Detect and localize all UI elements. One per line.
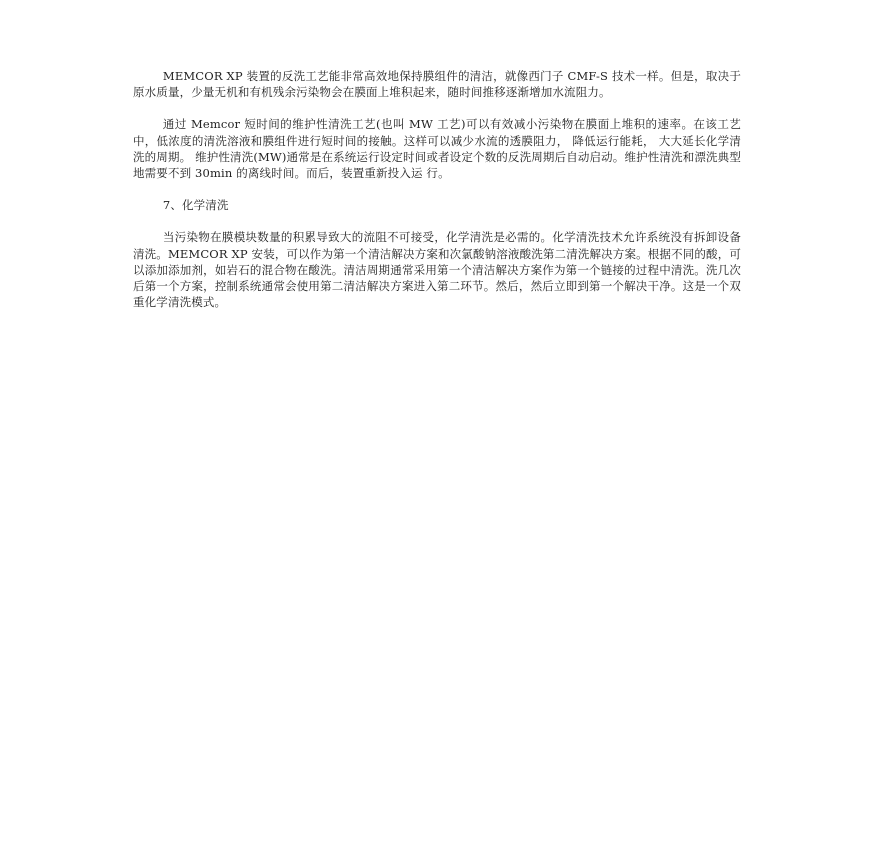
- section-heading-chemical-cleaning: 7、化学清洗: [162, 198, 229, 213]
- document-body: [133, 68, 741, 326]
- paragraph-chemical-cleaning: 当污染物在膜模块数量的积累导致大的流阻不可接受，化学清洗是必需的。化学清洗技术允许系统没有拆卸设备清洗。MEMCOR XP 安装，可以作为第一个清洁解决方案和次氯酸钠溶液酸洗第二清洗解决方案。根据不同的酸，可以添加添加剂，如岩石的混合物在酸洗。清洁周期通常采用第一个清洁解决方案作为第一个链接的过程中清洗。洗几次后第一个方案，控制系统通常会使用第二清洁解决方案进入第二环节。然后，然后立即到第一个解决干净。这是一个双重化学清洗模式。: [133, 230, 741, 310]
- paragraph-maintenance-wash: 通过 Memcor 短时间的维护性清洗工艺(也叫 MW 工艺)可以有效减小污染物在膜面上堆积的速率。在该工艺中，低浓度的清洗溶液和膜组件进行短时间的接触。这样可以减少水流的透膜阻力， 降低运行能耗， 大大延长化学清洗的周期。 维护性清洗(MW)通常是在系统运行设定时间或者设定个数的反洗周期后自动启动。维护性清洗和漂洗典型地需要不到 30min 的离线时间。而后，装置重新投入运 行。: [133, 117, 741, 181]
- paragraph-backwash: MEMCOR XP 装置的反洗工艺能非常高效地保持膜组件的清洁，就像西门子 CMF-S 技术一样。但是，取决于原水质量，少量无机和有机残余污染物会在膜面上堆积起来，随时间推移逐渐增加水流阻力。: [133, 69, 741, 100]
